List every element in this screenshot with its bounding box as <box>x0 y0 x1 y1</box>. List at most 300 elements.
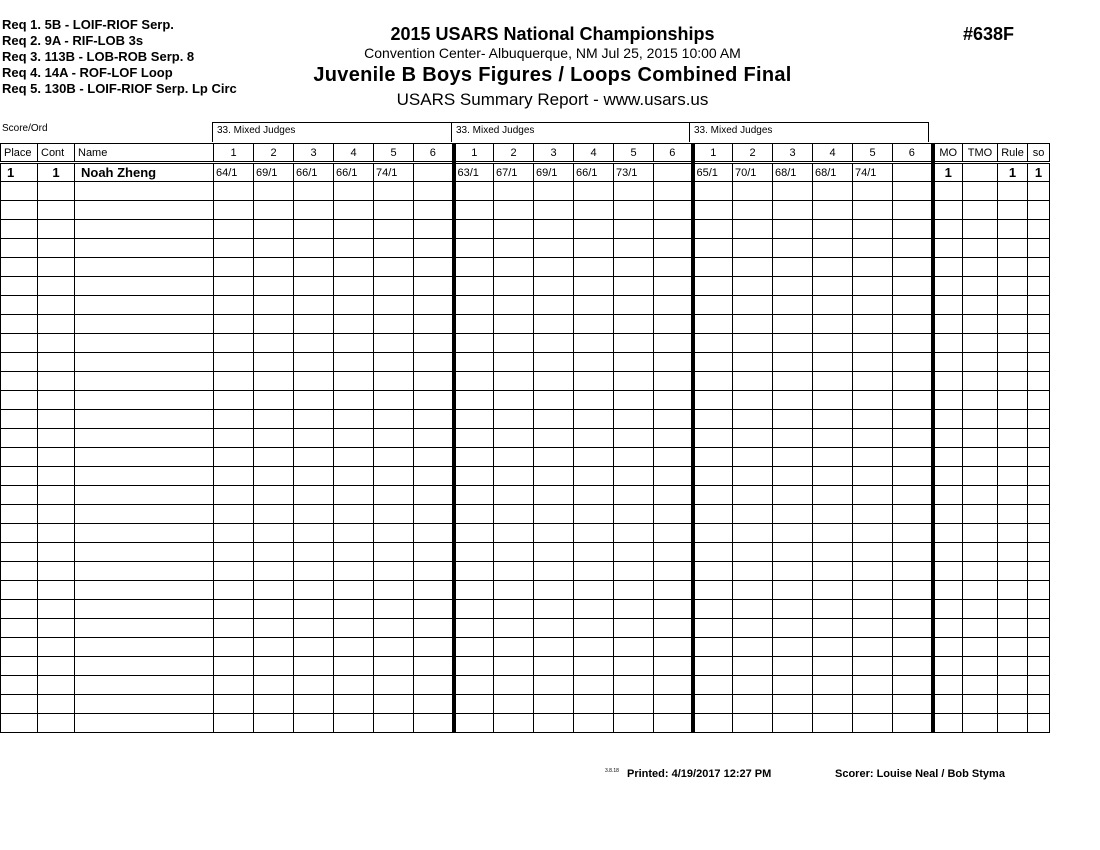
empty-cell <box>693 372 733 391</box>
col-g2-judge-3: 3 <box>534 144 574 163</box>
empty-cell <box>1 695 38 714</box>
empty-cell <box>733 543 773 562</box>
empty-cell <box>454 714 494 733</box>
empty-cell <box>998 220 1028 239</box>
empty-cell <box>214 391 254 410</box>
empty-cell <box>38 695 75 714</box>
empty-cell <box>574 429 614 448</box>
empty-cell <box>654 600 693 619</box>
requirement-5: Req 5. 130B - LOIF-RIOF Serp. Lp Circ <box>2 81 237 96</box>
empty-cell <box>773 695 813 714</box>
empty-cell <box>294 600 334 619</box>
empty-cell <box>733 448 773 467</box>
empty-cell <box>963 353 998 372</box>
g3-judge-4-score: 68/1 <box>813 163 853 182</box>
empty-cell <box>893 581 933 600</box>
empty-cell <box>254 239 294 258</box>
empty-cell <box>334 372 374 391</box>
empty-cell <box>654 695 693 714</box>
empty-cell <box>963 448 998 467</box>
empty-cell <box>254 524 294 543</box>
empty-cell <box>294 657 334 676</box>
empty-cell <box>294 334 334 353</box>
empty-cell <box>1028 448 1050 467</box>
empty-cell <box>214 657 254 676</box>
table-row-empty <box>1 372 1050 391</box>
empty-cell <box>813 410 853 429</box>
empty-cell <box>574 467 614 486</box>
empty-cell <box>75 581 214 600</box>
empty-cell <box>294 448 334 467</box>
so-cell: 1 <box>1028 163 1050 182</box>
empty-cell <box>1028 638 1050 657</box>
empty-cell <box>38 676 75 695</box>
empty-cell <box>998 448 1028 467</box>
empty-cell <box>933 562 963 581</box>
empty-cell <box>1 524 38 543</box>
empty-cell <box>534 486 574 505</box>
empty-cell <box>254 676 294 695</box>
empty-cell <box>38 562 75 581</box>
empty-cell <box>773 448 813 467</box>
table-row-empty <box>1 505 1050 524</box>
empty-cell <box>614 524 654 543</box>
empty-cell <box>853 543 893 562</box>
empty-cell <box>214 562 254 581</box>
empty-cell <box>254 638 294 657</box>
empty-cell <box>574 581 614 600</box>
empty-cell <box>773 505 813 524</box>
empty-cell <box>574 562 614 581</box>
empty-cell <box>933 277 963 296</box>
empty-cell <box>454 258 494 277</box>
empty-cell <box>963 581 998 600</box>
empty-cell <box>614 467 654 486</box>
empty-cell <box>38 277 75 296</box>
empty-cell <box>38 543 75 562</box>
empty-cell <box>1 581 38 600</box>
empty-cell <box>614 619 654 638</box>
empty-cell <box>1028 353 1050 372</box>
empty-cell <box>773 676 813 695</box>
empty-cell <box>334 258 374 277</box>
empty-cell <box>294 277 334 296</box>
empty-cell <box>574 486 614 505</box>
empty-cell <box>534 410 574 429</box>
empty-cell <box>574 182 614 201</box>
empty-cell <box>773 201 813 220</box>
empty-cell <box>813 277 853 296</box>
empty-cell <box>38 486 75 505</box>
empty-cell <box>414 448 454 467</box>
requirement-4: Req 4. 14A - ROF-LOF Loop <box>2 65 173 80</box>
g3-judge-6-score <box>893 163 933 182</box>
empty-cell <box>998 524 1028 543</box>
empty-cell <box>893 600 933 619</box>
empty-cell <box>38 296 75 315</box>
empty-cell <box>693 220 733 239</box>
empty-cell <box>998 562 1028 581</box>
empty-cell <box>853 334 893 353</box>
empty-cell <box>414 657 454 676</box>
empty-cell <box>294 315 334 334</box>
empty-cell <box>534 448 574 467</box>
empty-cell <box>614 391 654 410</box>
empty-cell <box>38 239 75 258</box>
col-tmo: TMO <box>963 144 998 163</box>
empty-cell <box>374 220 414 239</box>
empty-cell <box>334 676 374 695</box>
empty-cell <box>733 334 773 353</box>
empty-cell <box>214 619 254 638</box>
empty-cell <box>693 201 733 220</box>
col-g1-judge-4: 4 <box>334 144 374 163</box>
empty-cell <box>933 505 963 524</box>
empty-cell <box>693 410 733 429</box>
table-row-empty <box>1 657 1050 676</box>
empty-cell <box>654 448 693 467</box>
empty-cell <box>494 258 534 277</box>
empty-cell <box>334 524 374 543</box>
empty-cell <box>334 182 374 201</box>
empty-cell <box>813 239 853 258</box>
empty-cell <box>454 410 494 429</box>
g2-judge-5-score: 73/1 <box>614 163 654 182</box>
empty-cell <box>294 429 334 448</box>
col-g3-judge-1: 1 <box>693 144 733 163</box>
empty-cell <box>494 714 534 733</box>
empty-cell <box>534 239 574 258</box>
empty-cell <box>254 695 294 714</box>
empty-cell <box>534 429 574 448</box>
empty-cell <box>534 391 574 410</box>
empty-cell <box>1028 277 1050 296</box>
empty-cell <box>494 486 534 505</box>
empty-cell <box>893 505 933 524</box>
table-row-empty <box>1 296 1050 315</box>
empty-cell <box>374 296 414 315</box>
empty-cell <box>893 429 933 448</box>
empty-cell <box>998 429 1028 448</box>
empty-cell <box>963 201 998 220</box>
empty-cell <box>414 638 454 657</box>
empty-cell <box>374 638 414 657</box>
empty-cell <box>1 277 38 296</box>
empty-cell <box>414 391 454 410</box>
empty-cell <box>75 676 214 695</box>
empty-cell <box>1 714 38 733</box>
empty-cell <box>893 695 933 714</box>
empty-cell <box>853 296 893 315</box>
empty-cell <box>893 543 933 562</box>
empty-cell <box>614 182 654 201</box>
g1-judge-6-score <box>414 163 454 182</box>
empty-cell <box>693 353 733 372</box>
empty-cell <box>294 619 334 638</box>
empty-cell <box>733 258 773 277</box>
empty-cell <box>334 315 374 334</box>
empty-cell <box>693 239 733 258</box>
empty-cell <box>374 714 414 733</box>
empty-cell <box>893 467 933 486</box>
empty-cell <box>933 638 963 657</box>
empty-cell <box>1028 410 1050 429</box>
empty-cell <box>214 543 254 562</box>
empty-cell <box>374 505 414 524</box>
empty-cell <box>534 334 574 353</box>
empty-cell <box>414 334 454 353</box>
empty-cell <box>893 258 933 277</box>
empty-cell <box>38 619 75 638</box>
empty-cell <box>893 353 933 372</box>
empty-cell <box>733 429 773 448</box>
empty-cell <box>998 486 1028 505</box>
empty-cell <box>254 220 294 239</box>
empty-cell <box>614 714 654 733</box>
empty-cell <box>1028 372 1050 391</box>
empty-cell <box>693 334 733 353</box>
empty-cell <box>813 505 853 524</box>
empty-cell <box>534 296 574 315</box>
empty-cell <box>254 619 294 638</box>
empty-cell <box>614 315 654 334</box>
empty-cell <box>933 372 963 391</box>
empty-cell <box>853 467 893 486</box>
empty-cell <box>374 486 414 505</box>
empty-cell <box>654 353 693 372</box>
empty-cell <box>374 524 414 543</box>
empty-cell <box>38 657 75 676</box>
empty-cell <box>374 619 414 638</box>
empty-cell <box>414 524 454 543</box>
empty-cell <box>998 258 1028 277</box>
empty-cell <box>893 657 933 676</box>
col-so: so <box>1028 144 1050 163</box>
empty-cell <box>813 201 853 220</box>
empty-cell <box>534 258 574 277</box>
empty-cell <box>75 277 214 296</box>
empty-cell <box>1 258 38 277</box>
empty-cell <box>733 372 773 391</box>
empty-cell <box>294 220 334 239</box>
empty-cell <box>733 638 773 657</box>
empty-cell <box>534 524 574 543</box>
empty-cell <box>614 429 654 448</box>
empty-cell <box>414 714 454 733</box>
empty-cell <box>454 562 494 581</box>
empty-cell <box>294 296 334 315</box>
empty-cell <box>334 505 374 524</box>
empty-cell <box>214 277 254 296</box>
empty-cell <box>773 239 813 258</box>
table-row-empty <box>1 600 1050 619</box>
empty-cell <box>1 467 38 486</box>
event-number: #638F <box>963 24 1015 44</box>
empty-cell <box>773 220 813 239</box>
empty-cell <box>963 600 998 619</box>
empty-cell <box>693 695 733 714</box>
empty-cell <box>494 410 534 429</box>
empty-cell <box>75 714 214 733</box>
empty-cell <box>693 543 733 562</box>
empty-cell <box>614 448 654 467</box>
empty-cell <box>654 486 693 505</box>
empty-cell <box>654 676 693 695</box>
empty-cell <box>534 201 574 220</box>
empty-cell <box>454 524 494 543</box>
empty-cell <box>454 201 494 220</box>
empty-cell <box>454 429 494 448</box>
empty-cell <box>893 714 933 733</box>
empty-cell <box>963 296 998 315</box>
empty-cell <box>534 657 574 676</box>
empty-cell <box>75 296 214 315</box>
empty-cell <box>693 505 733 524</box>
empty-cell <box>494 505 534 524</box>
empty-cell <box>654 182 693 201</box>
empty-cell <box>963 334 998 353</box>
empty-cell <box>733 581 773 600</box>
empty-cell <box>654 543 693 562</box>
empty-cell <box>414 429 454 448</box>
empty-cell <box>1028 695 1050 714</box>
empty-cell <box>75 486 214 505</box>
empty-cell <box>574 372 614 391</box>
empty-cell <box>294 524 334 543</box>
empty-cell <box>334 543 374 562</box>
empty-cell <box>75 657 214 676</box>
empty-cell <box>374 315 414 334</box>
empty-cell <box>374 676 414 695</box>
empty-cell <box>1 182 38 201</box>
empty-cell <box>294 353 334 372</box>
empty-cell <box>693 676 733 695</box>
col-g2-judge-1: 1 <box>454 144 494 163</box>
g3-judge-2-score: 70/1 <box>733 163 773 182</box>
judge-group-1-header: 33. Mixed Judges <box>212 122 452 142</box>
empty-cell <box>998 600 1028 619</box>
empty-cell <box>294 638 334 657</box>
empty-cell <box>334 429 374 448</box>
empty-cell <box>214 429 254 448</box>
empty-cell <box>963 562 998 581</box>
empty-cell <box>294 182 334 201</box>
empty-cell <box>534 505 574 524</box>
empty-cell <box>614 353 654 372</box>
empty-cell <box>998 619 1028 638</box>
empty-cell <box>334 296 374 315</box>
empty-cell <box>334 220 374 239</box>
empty-cell <box>454 182 494 201</box>
empty-cell <box>75 201 214 220</box>
empty-cell <box>654 296 693 315</box>
empty-cell <box>933 220 963 239</box>
g1-judge-2-score: 69/1 <box>254 163 294 182</box>
empty-cell <box>334 619 374 638</box>
empty-cell <box>933 258 963 277</box>
empty-cell <box>998 315 1028 334</box>
empty-cell <box>773 543 813 562</box>
empty-cell <box>1028 714 1050 733</box>
col-g3-judge-2: 2 <box>733 144 773 163</box>
empty-cell <box>773 562 813 581</box>
empty-cell <box>38 391 75 410</box>
empty-cell <box>494 467 534 486</box>
empty-cell <box>773 372 813 391</box>
empty-cell <box>773 600 813 619</box>
empty-cell <box>374 695 414 714</box>
empty-cell <box>214 695 254 714</box>
empty-cell <box>693 182 733 201</box>
empty-cell <box>998 277 1028 296</box>
empty-cell <box>813 581 853 600</box>
empty-cell <box>38 258 75 277</box>
empty-cell <box>334 695 374 714</box>
empty-cell <box>933 391 963 410</box>
empty-cell <box>574 277 614 296</box>
table-row-empty <box>1 486 1050 505</box>
empty-cell <box>933 524 963 543</box>
empty-cell <box>853 277 893 296</box>
empty-cell <box>933 600 963 619</box>
empty-cell <box>574 315 614 334</box>
table-row-empty <box>1 562 1050 581</box>
empty-cell <box>75 353 214 372</box>
empty-cell <box>254 505 294 524</box>
empty-cell <box>733 619 773 638</box>
empty-cell <box>998 638 1028 657</box>
empty-cell <box>614 638 654 657</box>
empty-cell <box>963 182 998 201</box>
empty-cell <box>963 638 998 657</box>
empty-cell <box>254 391 294 410</box>
empty-cell <box>254 182 294 201</box>
empty-cell <box>733 505 773 524</box>
table-row-empty <box>1 695 1050 714</box>
place-cell: 1 <box>1 163 38 182</box>
empty-cell <box>374 600 414 619</box>
empty-cell <box>998 296 1028 315</box>
empty-cell <box>654 372 693 391</box>
empty-cell <box>75 638 214 657</box>
table-row-empty <box>1 334 1050 353</box>
empty-cell <box>38 638 75 657</box>
header-row <box>1 144 1050 163</box>
empty-cell <box>813 714 853 733</box>
judge-group-2-header: 33. Mixed Judges <box>451 122 690 142</box>
empty-cell <box>893 277 933 296</box>
empty-cell <box>534 562 574 581</box>
empty-cell <box>813 372 853 391</box>
empty-cell <box>1028 239 1050 258</box>
empty-cell <box>773 581 813 600</box>
empty-cell <box>494 277 534 296</box>
table-row-empty <box>1 182 1050 201</box>
empty-cell <box>1028 486 1050 505</box>
empty-cell <box>534 467 574 486</box>
empty-cell <box>813 296 853 315</box>
empty-cell <box>998 372 1028 391</box>
empty-cell <box>853 638 893 657</box>
empty-cell <box>75 467 214 486</box>
empty-cell <box>214 524 254 543</box>
empty-cell <box>614 543 654 562</box>
empty-cell <box>334 638 374 657</box>
empty-cell <box>614 505 654 524</box>
empty-cell <box>1028 334 1050 353</box>
g1-judge-5-score: 74/1 <box>374 163 414 182</box>
empty-cell <box>294 239 334 258</box>
